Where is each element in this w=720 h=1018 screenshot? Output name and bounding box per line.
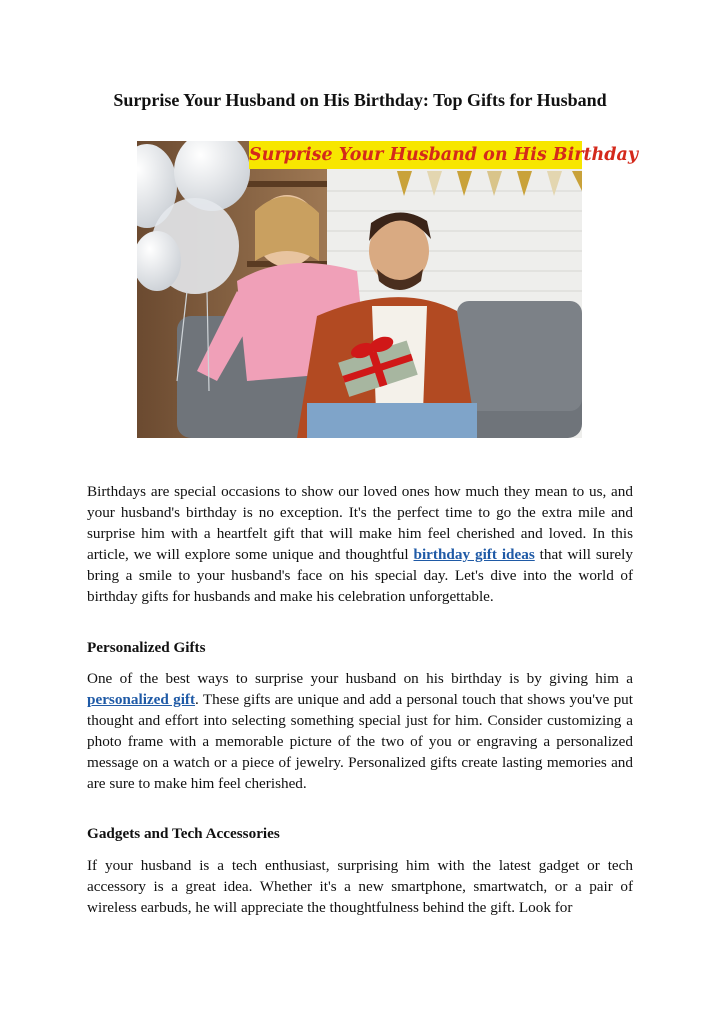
personalized-gift-link[interactable]: personalized gift xyxy=(87,691,196,708)
hero-photo-illustration xyxy=(137,141,639,438)
hero-image xyxy=(137,141,639,438)
gadgets-paragraph xyxy=(87,855,633,918)
page-title: Surprise Your Husband on His Birthday: Top Gifts for Husband xyxy=(113,90,607,110)
birthday-gift-ideas-link[interactable]: birthday gift ideas xyxy=(413,546,535,563)
intro-text-end: that will surely bring a smile to your husband's face on his special day. Let's dive into the world of birthday gifts for husbands and make his celebration unforgettable. xyxy=(87,546,633,605)
section-heading-gadgets: Gadgets and Tech Accessories xyxy=(87,825,280,842)
personalized-text-end: . These gifts are unique and add a personal touch that shows you've put thought and effort into selecting something special just for him. Consider customizing a photo frame with a memorable picture of the two of you or engraving a personalized message on a watch or a piece of jewelry. Personalized gifts create lasting memories and are sure to make him feel cherished. xyxy=(87,691,633,792)
hero-banner-text: Surprise Your Husband on His Birthday xyxy=(249,145,639,165)
personalized-text-start: One of the best ways to surprise your husband on his birthday is by giving him a xyxy=(87,670,633,687)
gadgets-text: If your husband is a tech enthusiast, surprising him with the latest gadget or tech accessory is a great idea. Whether it's a new smartphone, smartwatch, or a pair of wireless earbuds, he will appreciate the thoughtfulness behind the gift. Look for xyxy=(87,857,633,916)
section-heading-personalized: Personalized Gifts xyxy=(87,639,206,656)
intro-text-start: Birthdays are special occasions to show our loved ones how much they mean to us, and your husband's birthday is no exception. It's the perfect time to go the extra mile and surprise him with a heartfelt gift that will make him feel cherished and loved. In this article, we will explore some unique and thoughtful xyxy=(87,483,633,563)
intro-paragraph xyxy=(87,481,633,607)
personalized-paragraph xyxy=(87,668,633,794)
